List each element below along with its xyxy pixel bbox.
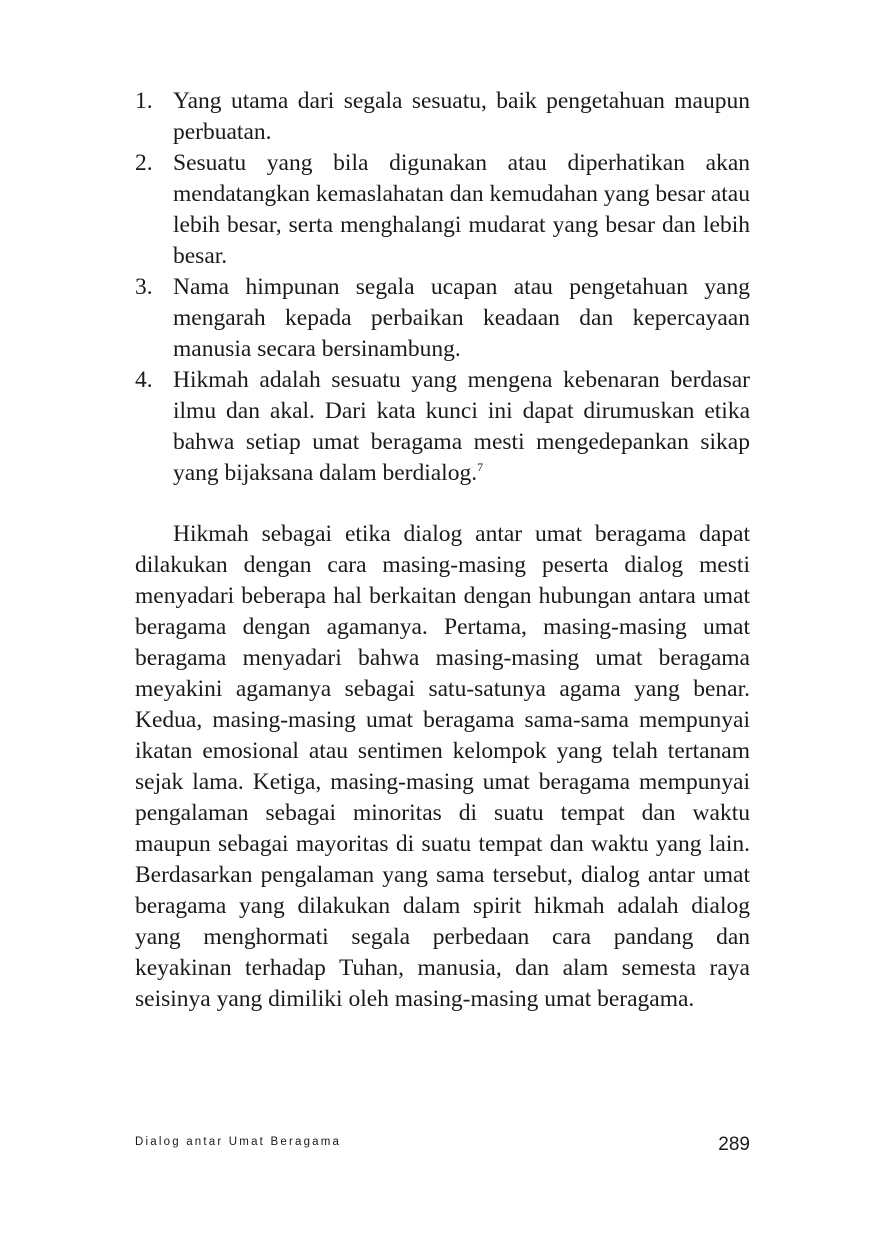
list-item-number: 3.: [135, 274, 153, 300]
running-footer-title: Dialog antar Umat Beragama: [135, 1136, 342, 1148]
body-paragraph: Hikmah sebagai etika dialog antar umat beragama dapat dilakukan dengan cara masing-masing peserta dialog mesti menyadari beberapa hal berkaitan dengan hubungan antara umat beragama dengan agamanya. Pertama, masing-masing umat beragama menyadari bahwa masing-masing umat beragama meyakini agamanya sebagai satu-satunya agama yang benar. Kedua, masing-masing umat beragama sama-sama mempunyai ikatan emosional atau sentimen kelompok yang telah tertanam sejak lama. Ketiga, masing-masing umat beragama mempunyai pengalaman sebagai minoritas di suatu tempat dan waktu maupun sebagai mayoritas di suatu tempat dan waktu yang lain. Berdasarkan pengalaman yang sama tersebut, dialog antar umat beragama yang dilakukan dalam spirit hikmah adalah dialog yang menghormati segala perbedaan cara pandang dan keyakinan terhadap Tuhan, manusia, dan alam semesta raya seisinya yang dimiliki oleh masing-masing umat beragama.: [135, 521, 750, 1012]
list-item: [135, 365, 750, 489]
list-item: [135, 86, 750, 148]
list-item-number: 2.: [135, 150, 153, 176]
list-item-number: 1.: [135, 88, 153, 114]
list-item: [135, 272, 750, 365]
footnote-marker: 7: [477, 460, 484, 475]
definition-list: [135, 86, 750, 489]
list-item-text: Nama himpunan segala ucapan atau pengetahuan yang mengarah kepada perbaikan keadaan dan kepercayaan manusia secara bersinambung.: [173, 274, 750, 362]
list-item-text: Sesuatu yang bila digunakan atau diperhatikan akan mendatangkan kemaslahatan dan kemudahan yang besar atau lebih besar, serta menghalangi mudarat yang besar dan lebih besar.: [173, 150, 750, 269]
page-number: 289: [718, 1134, 750, 1155]
list-item-number: 4.: [135, 367, 153, 393]
list-item-text: Yang utama dari segala sesuatu, baik pengetahuan maupun perbuatan.: [173, 88, 750, 145]
list-item: [135, 148, 750, 272]
list-item-text: Hikmah adalah sesuatu yang mengena kebenaran berdasar ilmu dan akal. Dari kata kunci ini dapat dirumuskan etika bahwa setiap umat beragama mesti mengedepankan sikap yang bijaksana dalam berdialog.: [173, 367, 750, 486]
